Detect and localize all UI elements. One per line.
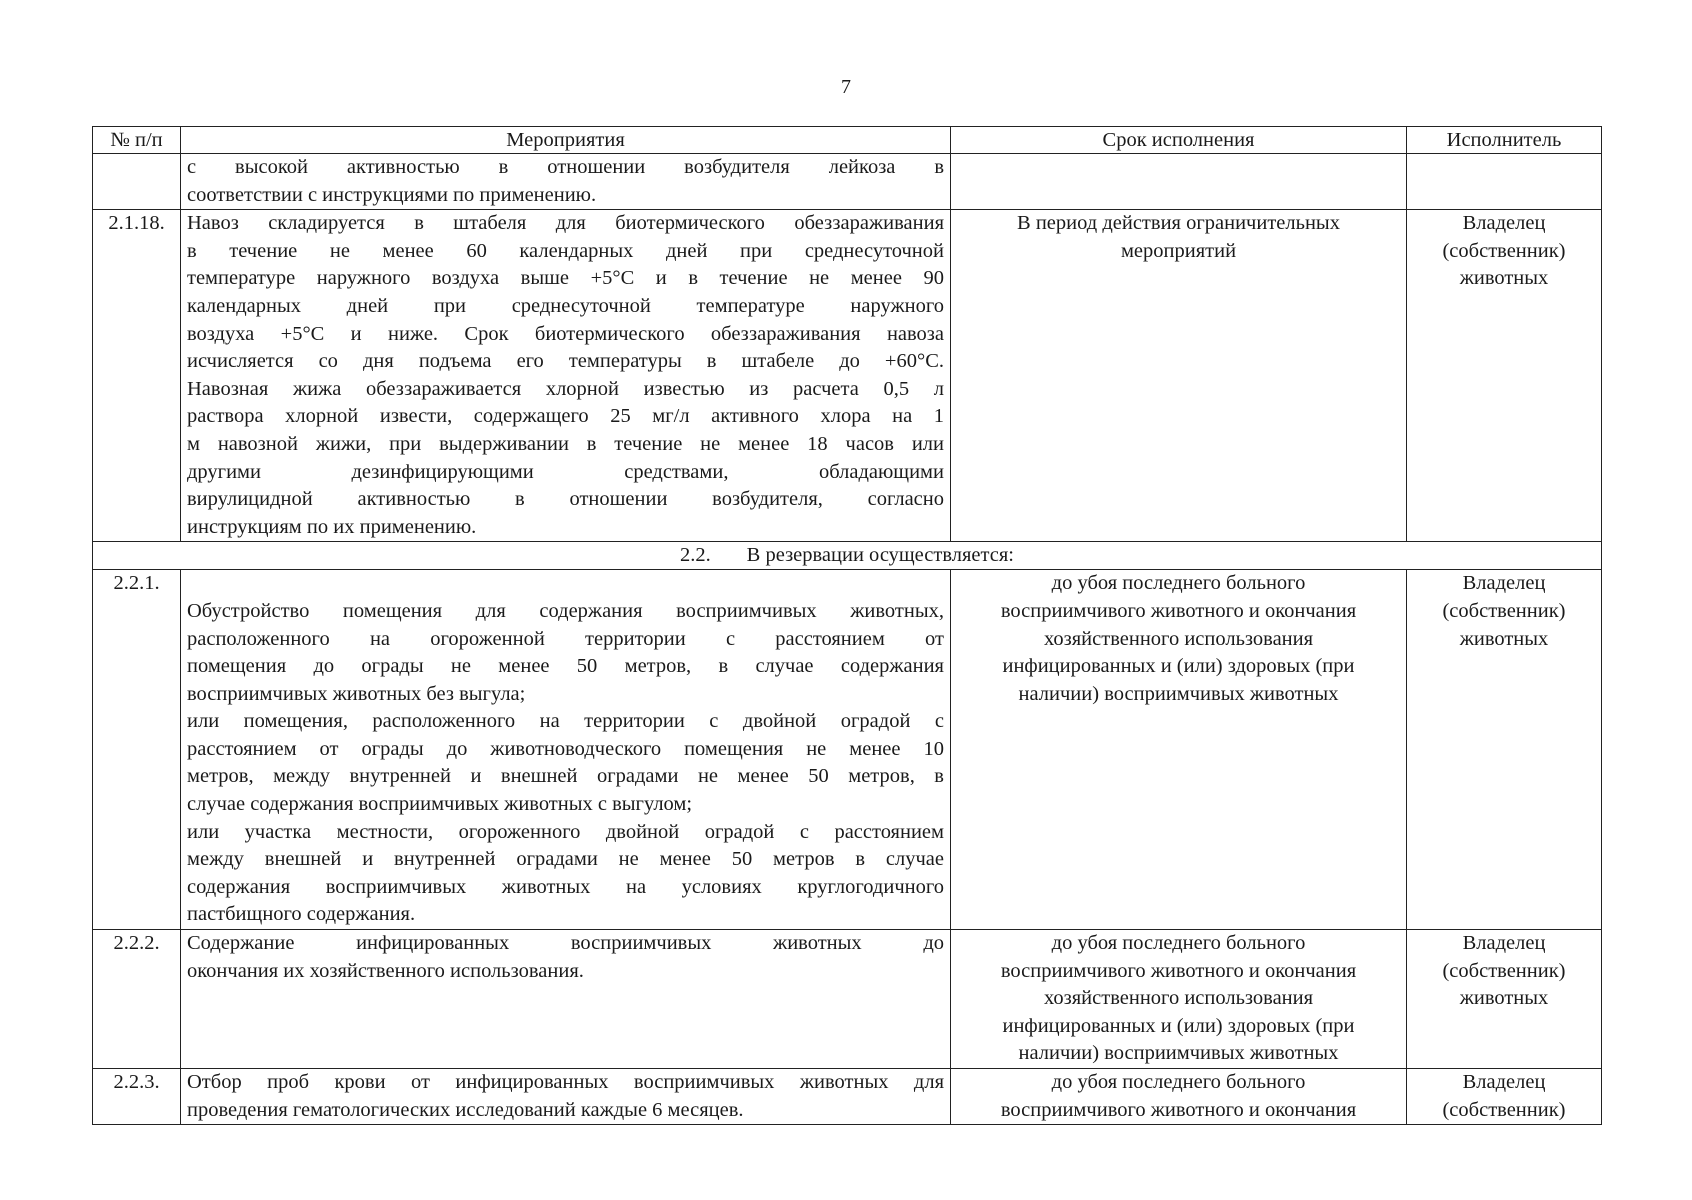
measure-line: или участка местности, огороженного двойной оградой с расстоянием (187, 820, 944, 843)
measure-line: в течение не менее 60 календарных дней при среднесуточной (187, 239, 944, 262)
measure-line: расположенного на огороженной территории с расстоянием от (187, 627, 944, 650)
table-row (93, 930, 1602, 1069)
row-deadline (951, 930, 1407, 1069)
row-num: 2.2.3. (93, 1069, 181, 1125)
measure-line: метров, между внутренней и внешней оградами не менее 50 метров, в (187, 765, 944, 788)
measure-line: содержания восприимчивых животных на условиях круглогодичного (187, 875, 944, 898)
measure-line: Навоз складируется в штабеля для биотермического обеззараживания (187, 212, 944, 235)
row-measure (181, 154, 951, 210)
deadline-line: инфицированных и (или) здоровых (при (1002, 1014, 1355, 1037)
row-num: 2.2.1. (93, 570, 181, 930)
measure-line: проведения гематологических исследований каждые 6 месяцев. (187, 1098, 744, 1121)
executor-line: животных (1459, 627, 1549, 650)
header-executor: Исполнитель (1407, 127, 1602, 154)
executor-line: Владелец (1462, 212, 1546, 235)
row-executor (1407, 930, 1602, 1069)
section-header-row (93, 542, 1602, 570)
measures-table (92, 126, 1602, 1125)
measure-line: Навозная жижа обеззараживается хлорной известью из расчета 0,5 л (187, 377, 944, 400)
row-measure (181, 570, 951, 930)
table-row (93, 570, 1602, 930)
row-measure (181, 930, 951, 1069)
blank-line (187, 570, 944, 598)
executor-line: Владелец (1462, 932, 1546, 955)
executor-line: животных (1459, 987, 1549, 1010)
deadline-line: хозяйственного использования (1043, 627, 1314, 650)
measure-line: температуре наружного воздуха выше +5°С и в течение не менее 90 (187, 267, 944, 290)
measure-line: инструкциям по их применению. (187, 515, 477, 538)
section-title: В резервации осуществляется: (746, 544, 1014, 567)
executor-line: Владелец (1462, 1071, 1546, 1093)
header-num: № п/п (93, 127, 181, 154)
deadline-line: инфицированных и (или) здоровых (при (1002, 655, 1355, 678)
row-executor (1407, 154, 1602, 210)
measure-line: окончания их хозяйственного использования. (187, 959, 584, 982)
row-executor (1407, 570, 1602, 930)
deadline-line: наличии) восприимчивых животных (1018, 682, 1339, 705)
table-row (93, 210, 1602, 542)
row-deadline (951, 154, 1407, 210)
row-num: 2.2.2. (93, 930, 181, 1069)
executor-line: (собственник) (1442, 959, 1566, 982)
measure-line: расстоянием от ограды до животноводческого помещения не менее 10 (187, 737, 944, 760)
measure-line: соответствии с инструкциями по применению. (187, 183, 597, 206)
section-number: 2.2. (680, 544, 711, 567)
measure-line: исчисляется со дня подъема его температуры в штабеле до +60°С. (187, 350, 944, 373)
table-header-row (93, 127, 1602, 154)
row-deadline (951, 570, 1407, 930)
measure-line: Обустройство помещения для содержания восприимчивых животных, (187, 599, 944, 622)
deadline-line: восприимчивого животного и окончания (1000, 959, 1357, 982)
measure-line: пастбищного содержания. (187, 903, 416, 926)
measure-line: случае содержания восприимчивых животных с выгулом; (187, 793, 693, 816)
measure-line: Содержание инфицированных восприимчивых животных до (187, 932, 944, 955)
row-executor (1407, 1069, 1602, 1125)
row-deadline (951, 1069, 1407, 1125)
deadline-line: В период действия ограничительных (1017, 212, 1340, 235)
executor-line: (собственник) (1442, 239, 1566, 262)
deadline-line: хозяйственного использования (1043, 987, 1314, 1010)
table-row (93, 1069, 1602, 1125)
measure-line: вирулицидной активностью в отношении возбудителя, согласно (187, 488, 944, 511)
row-executor (1407, 210, 1602, 542)
deadline-line: до убоя последнего больного (1051, 1071, 1306, 1093)
section-header (93, 542, 1602, 570)
measure-line: между внешней и внутренней оградами не менее 50 метров в случае (187, 848, 944, 871)
executor-line: животных (1459, 267, 1549, 290)
measure-line: или помещения, расположенного на территории с двойной оградой с (187, 710, 944, 733)
measure-line: восприимчивых животных без выгула; (187, 682, 526, 705)
measure-line: помещения до ограды не менее 50 метров, в случае содержания (187, 655, 944, 678)
measure-line: другими дезинфицирующими средствами, обладающими (187, 460, 944, 483)
measure-line: раствора хлорной извести, содержащего 25 мг/л активного хлора на 1 (187, 405, 944, 428)
deadline-line: до убоя последнего больного (1051, 932, 1306, 955)
deadline-line: восприимчивого животного и окончания (1000, 599, 1357, 622)
deadline-line: мероприятий (1120, 239, 1237, 262)
deadline-line: до убоя последнего больного (1051, 572, 1306, 595)
measure-line: с высокой активностью в отношении возбудителя лейкоза в (187, 156, 944, 178)
measure-line: календарных дней при среднесуточной температуре наружного (187, 294, 944, 317)
measure-line: воздуха +5°С и ниже. Срок биотермического обеззараживания навоза (187, 322, 944, 345)
row-measure (181, 1069, 951, 1125)
executor-line: (собственник) (1442, 599, 1566, 622)
row-measure (181, 210, 951, 542)
executor-line: Владелец (1462, 572, 1546, 595)
row-num (93, 154, 181, 210)
header-measure: Мероприятия (181, 127, 951, 154)
deadline-line: восприимчивого животного и окончания (1000, 1098, 1357, 1121)
page-number: 7 (841, 76, 851, 98)
measure-line: м навозной жижи, при выдерживании в течение не менее 18 часов или (187, 432, 944, 455)
executor-line: (собственник) (1442, 1098, 1566, 1121)
measure-line: Отбор проб крови от инфицированных восприимчивых животных для (187, 1071, 944, 1093)
row-deadline (951, 210, 1407, 542)
row-num: 2.1.18. (93, 210, 181, 542)
deadline-line: наличии) восприимчивых животных (1018, 1042, 1339, 1065)
header-deadline: Срок исполнения (951, 127, 1407, 154)
table-row (93, 154, 1602, 210)
